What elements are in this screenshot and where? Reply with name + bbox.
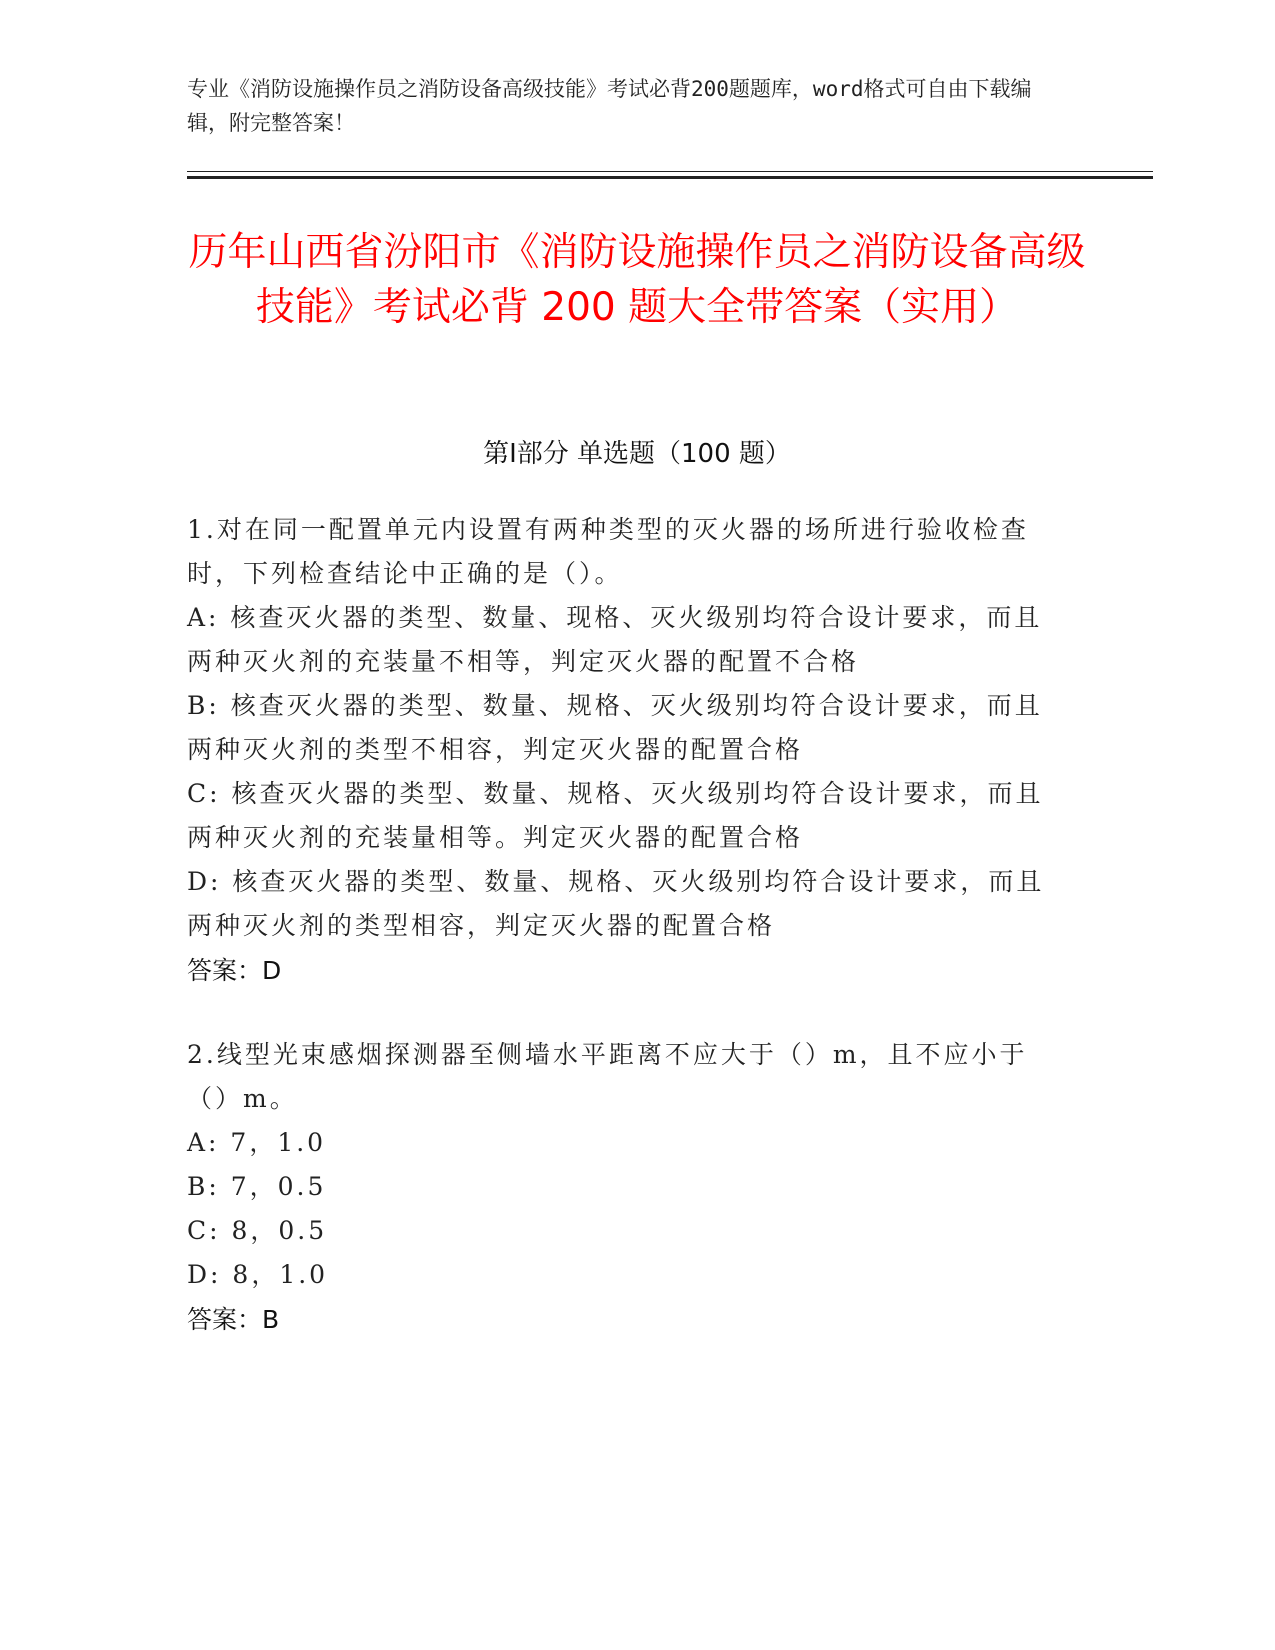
- question-stem: 1.对在同一配置单元内设置有两种类型的灭火器的场所进行验收检查时，下列检查结论中正确的是（）。: [187, 515, 1029, 588]
- question-stem: 2.线型光束感烟探测器至侧墙水平距离不应大于（）m，且不应小于（）m。: [187, 1040, 1028, 1113]
- header-divider-thick: [187, 176, 1153, 179]
- option-a: A: 核查灭火器的类型、数量、现格、灭火级别均符合设计要求，而且两种灭火剂的充装量不相等，判定灭火器的配置不合格: [187, 603, 1043, 676]
- document-title: 历年山西省汾阳市《消防设施操作员之消防设备高级技能》考试必背 200 题大全带答案（实用）: [188, 230, 1086, 330]
- answer-line: 答案：D: [187, 956, 282, 985]
- option-c: C: 8，0.5: [187, 1216, 328, 1245]
- option-b: B: 核查灭火器的类型、数量、规格、灭火级别均符合设计要求，而且两种灭火剂的类型不相容，判定灭火器的配置合格: [187, 691, 1043, 764]
- question-1: [187, 508, 1067, 994]
- header-note: 专业《消防设施操作员之消防设备高级技能》考试必背200题题库，word格式可自由下载编辑，附完整答案！: [187, 77, 1032, 135]
- answer-line: 答案：B: [187, 1305, 280, 1334]
- header-divider-thin: [187, 171, 1153, 172]
- option-d: D: 核查灭火器的类型、数量、规格、灭火级别均符合设计要求，而且两种灭火剂的类型相容，判定灭火器的配置合格: [187, 867, 1045, 940]
- option-b: B: 7，0.5: [187, 1172, 327, 1201]
- option-c: C: 核查灭火器的类型、数量、规格、灭火级别均符合设计要求，而且两种灭火剂的充装量相等。判定灭火器的配置合格: [187, 779, 1044, 852]
- question-2: [187, 1033, 1067, 1343]
- section-heading: 第Ⅰ部分 单选题（100 题）: [483, 439, 791, 469]
- option-a: A: 7，1.0: [187, 1128, 327, 1157]
- option-d: D: 8，1.0: [187, 1260, 329, 1289]
